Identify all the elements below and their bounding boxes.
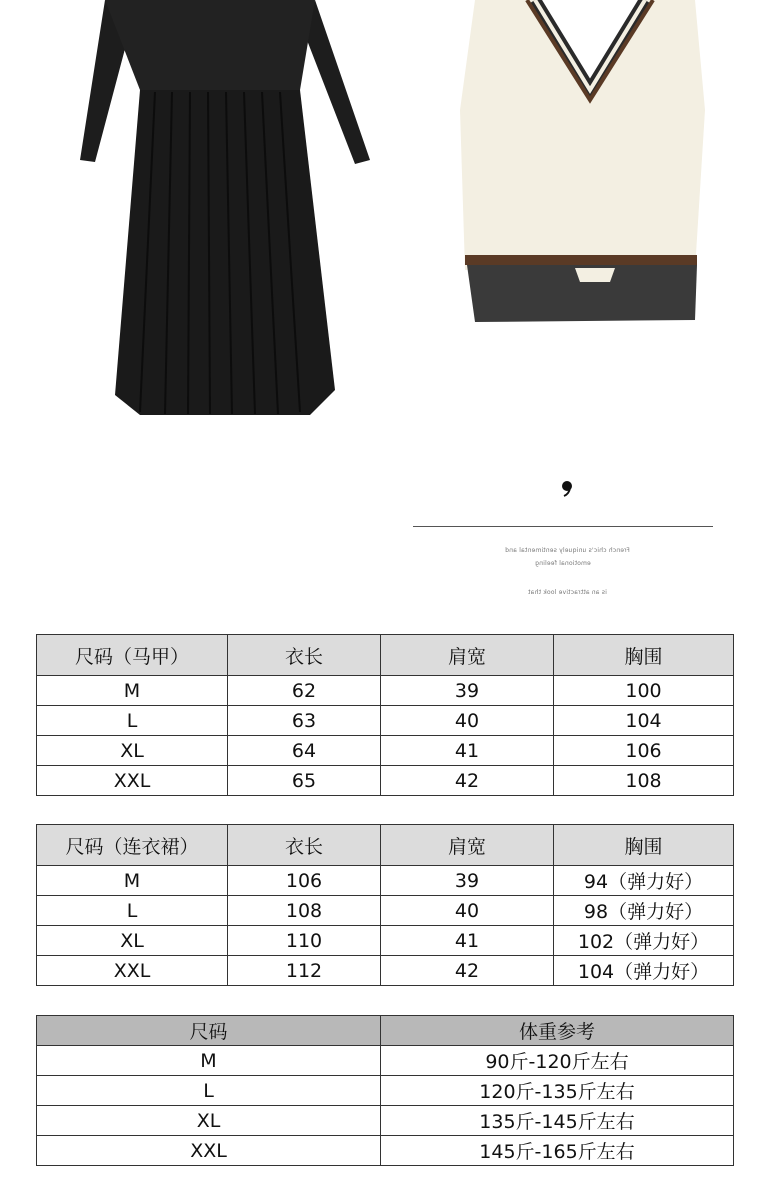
- table-cell: 41: [381, 926, 554, 956]
- table-cell: XL: [37, 926, 228, 956]
- header-cell: 衣长: [228, 825, 381, 866]
- table-cell: XXL: [37, 766, 228, 796]
- table-cell: 108: [554, 766, 734, 796]
- table-cell: 120斤-135斤左右: [381, 1076, 734, 1106]
- table-cell: L: [37, 896, 228, 926]
- table-cell: 98（弹力好）: [554, 896, 734, 926]
- table-cell: 104: [554, 706, 734, 736]
- table-cell: 106: [228, 866, 381, 896]
- table-row: [37, 736, 734, 766]
- table-cell: 63: [228, 706, 381, 736]
- header-cell: 衣长: [228, 635, 381, 676]
- table-cell: L: [37, 1076, 381, 1106]
- table-cell: 39: [381, 676, 554, 706]
- quote-mark-icon: [560, 478, 574, 498]
- header-cell: 尺码（马甲）: [37, 635, 228, 676]
- table-cell: 135斤-145斤左右: [381, 1106, 734, 1136]
- table-cell: 112: [228, 956, 381, 986]
- header-cell: 胸围: [554, 635, 734, 676]
- table-cell: 39: [381, 866, 554, 896]
- table-cell: 41: [381, 736, 554, 766]
- vest-size-table: [36, 634, 734, 796]
- table-cell: XL: [37, 736, 228, 766]
- table-row: [37, 866, 734, 896]
- table-row: [37, 1106, 734, 1136]
- table-row: [37, 706, 734, 736]
- header-cell: 尺码（连衣裙）: [37, 825, 228, 866]
- header-cell: 胸围: [554, 825, 734, 866]
- table-cell: 90斤-120斤左右: [381, 1046, 734, 1076]
- table-row: [37, 1136, 734, 1166]
- header-cell: 尺码: [37, 1016, 381, 1046]
- vest-image: [455, 0, 715, 335]
- table-cell: 100: [554, 676, 734, 706]
- table-cell: M: [37, 676, 228, 706]
- table-cell: M: [37, 866, 228, 896]
- table-cell: L: [37, 706, 228, 736]
- table-row: [37, 926, 734, 956]
- weight-reference-table: [36, 1015, 734, 1166]
- table-cell: 40: [381, 896, 554, 926]
- overlay-text-2: emotional feeling: [535, 560, 591, 567]
- table-cell: 42: [381, 766, 554, 796]
- overlay-text-3: is an attractive look that: [528, 589, 607, 596]
- header-cell: 肩宽: [381, 635, 554, 676]
- dress-image: [60, 0, 390, 430]
- table-cell: 106: [554, 736, 734, 766]
- table-cell: XL: [37, 1106, 381, 1136]
- table-cell: 64: [228, 736, 381, 766]
- table-cell: 102（弹力好）: [554, 926, 734, 956]
- table-row: [37, 896, 734, 926]
- table-row: [37, 676, 734, 706]
- table-cell: M: [37, 1046, 381, 1076]
- table-cell: 110: [228, 926, 381, 956]
- table-row: [37, 1046, 734, 1076]
- table-cell: 40: [381, 706, 554, 736]
- table-row: [37, 956, 734, 986]
- table-cell: 145斤-165斤左右: [381, 1136, 734, 1166]
- table-cell: 108: [228, 896, 381, 926]
- table-header-row: [37, 825, 734, 866]
- table-cell: 94（弹力好）: [554, 866, 734, 896]
- table-cell: XXL: [37, 956, 228, 986]
- table-header-row: [37, 1016, 734, 1046]
- header-cell: 体重参考: [381, 1016, 734, 1046]
- table-cell: XXL: [37, 1136, 381, 1166]
- overlay-text-1: French chic's uniquely sentimental and: [505, 547, 630, 554]
- divider-line: [413, 526, 713, 527]
- dress-size-table: [36, 824, 734, 986]
- table-cell: 62: [228, 676, 381, 706]
- table-row: [37, 1076, 734, 1106]
- table-row: [37, 766, 734, 796]
- table-cell: 65: [228, 766, 381, 796]
- header-cell: 肩宽: [381, 825, 554, 866]
- table-header-row: [37, 635, 734, 676]
- table-cell: 104（弹力好）: [554, 956, 734, 986]
- table-cell: 42: [381, 956, 554, 986]
